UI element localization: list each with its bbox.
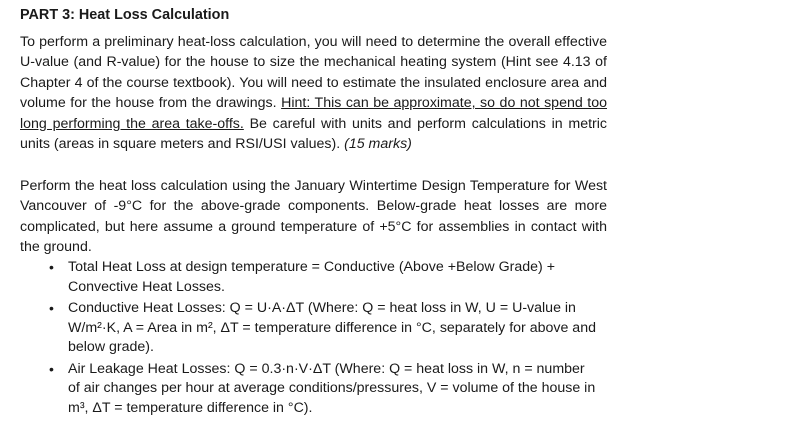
units-text: Be careful with units and perform calculations in metric units (areas in square meters and RSI/USI values). (20, 115, 607, 153)
intro-paragraph (20, 32, 607, 154)
temperature-paragraph: Perform the heat loss calculation using the January Wintertime Design Temperature for West Vancouver of -9°C for the above-grade components. Below-grade heat losses are more complicated, but here assume a ground temperature of +5°C for assemblies in contact with the ground. (20, 178, 607, 256)
list-item-text: Conductive Heat Losses: Q = U·A·ΔT (Where: Q = heat loss in W, U = U-value in W/m²·K, A = Area in m², ΔT = temperature difference in °C, separately for above and below grade). (68, 300, 596, 355)
section-heading: PART 3: Heat Loss Calculation (20, 7, 230, 23)
list-item (49, 258, 598, 297)
bullet-icon: • (49, 259, 54, 275)
hint-text: Hint: This can be approximate, so do not spend too long performing the area take-offs. (20, 95, 607, 132)
intro-text: To perform a preliminary heat-loss calculation, you will need to determine the overall effective U-value (and R-value) for the house to size the mechanical heating system (Hint see 4.13 of Chapter 4 of the course textbook). You will need to estimate the insulated enclosure area and volume for the house from the drawings. (20, 34, 607, 112)
marks-text: (15 marks) (344, 136, 412, 153)
bullet-icon: • (49, 300, 54, 316)
formula-list (49, 258, 598, 420)
list-item (49, 360, 598, 419)
list-item-text: Air Leakage Heat Losses: Q = 0.3·n·V·ΔT (Where: Q = heat loss in W, n = number of air changes per hour at average conditions/pressures, V = volume of the house in m³, ΔT = temperature difference in °C). (68, 360, 596, 416)
list-item (49, 299, 598, 358)
bullet-icon: • (49, 360, 54, 377)
list-item-text: Total Heat Loss at design temperature = Conductive (Above +Below Grade) + Convective Heat Losses. (68, 259, 555, 295)
